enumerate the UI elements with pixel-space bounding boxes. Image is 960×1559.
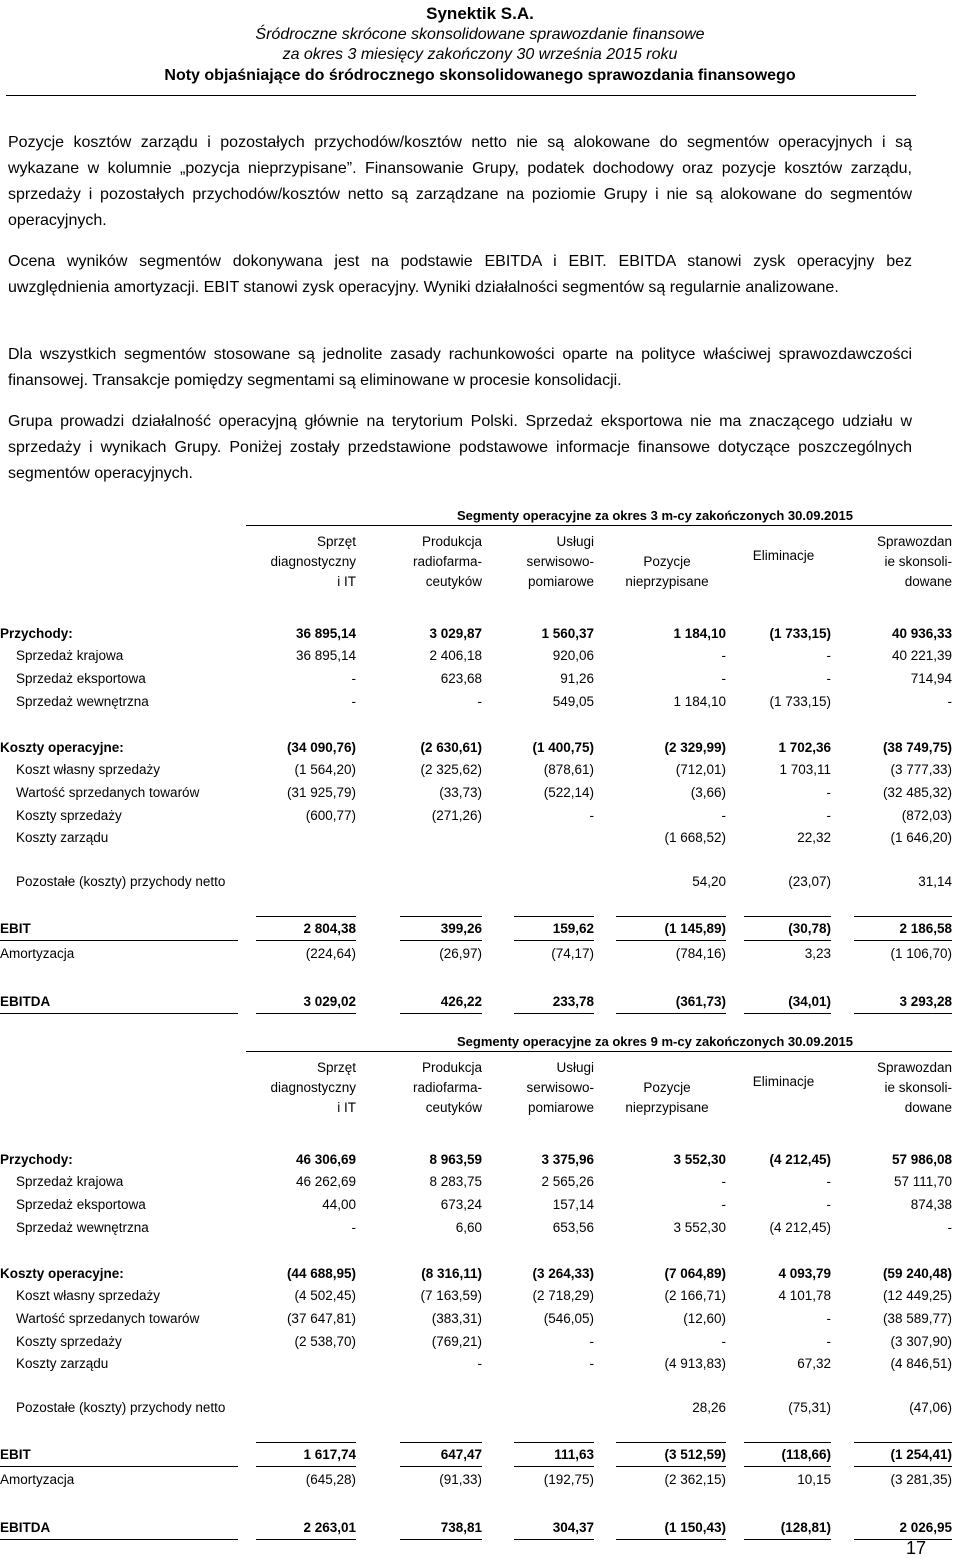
row-underline bbox=[400, 940, 482, 941]
column-header-line: Sprawozdan bbox=[876, 1060, 952, 1075]
row-label: Amortyzacja bbox=[0, 1472, 75, 1487]
column-header-line: ie skonsoli- bbox=[884, 554, 952, 569]
row-value: (3 512,59) bbox=[664, 1447, 726, 1462]
row-label: Sprzedaż krajowa bbox=[16, 1174, 124, 1189]
row-value: - bbox=[826, 648, 831, 663]
row-value: (522,14) bbox=[543, 785, 594, 800]
row-value: 3,23 bbox=[804, 946, 831, 961]
row-underline bbox=[256, 916, 356, 917]
row-underline bbox=[514, 916, 594, 917]
row-value: (1 400,75) bbox=[532, 740, 594, 755]
table-row bbox=[0, 760, 960, 780]
row-value: (37 647,81) bbox=[286, 1311, 356, 1326]
row-value: 8 283,75 bbox=[429, 1174, 482, 1189]
column-header-line: dowane bbox=[904, 574, 952, 589]
row-value: (1 150,43) bbox=[664, 1520, 726, 1535]
table-row bbox=[0, 944, 960, 964]
row-underline bbox=[854, 916, 952, 917]
row-underline bbox=[400, 1466, 482, 1467]
row-value: 1 617,74 bbox=[303, 1447, 356, 1462]
row-value: 1 184,10 bbox=[673, 694, 726, 709]
row-value: - bbox=[351, 1220, 356, 1235]
row-value: (784,16) bbox=[675, 946, 726, 961]
row-value: (2 325,62) bbox=[420, 762, 482, 777]
column-header bbox=[608, 552, 726, 592]
row-value: (7 064,89) bbox=[664, 1266, 726, 1281]
row-value: 2 565,26 bbox=[541, 1174, 594, 1189]
table-row bbox=[0, 692, 960, 712]
row-label: Sprzedaż eksportowa bbox=[16, 671, 146, 686]
table-row bbox=[0, 828, 960, 848]
row-label: EBITDA bbox=[0, 1520, 51, 1535]
row-underline bbox=[616, 1013, 726, 1014]
table-row bbox=[0, 1195, 960, 1215]
row-underline bbox=[854, 1442, 952, 1443]
row-value: 2 263,01 bbox=[303, 1520, 356, 1535]
row-value: (2 166,71) bbox=[664, 1288, 726, 1303]
header-divider bbox=[6, 95, 916, 96]
column-header bbox=[846, 532, 952, 592]
row-value: (33,73) bbox=[439, 785, 482, 800]
row-underline bbox=[854, 1466, 952, 1467]
row-label: Pozostałe (koszty) przychody netto bbox=[16, 1400, 226, 1415]
row-underline bbox=[744, 1013, 831, 1014]
column-header-line: Sprzęt bbox=[316, 1060, 356, 1075]
row-value: - bbox=[721, 671, 726, 686]
table-row bbox=[0, 1218, 960, 1238]
row-value: (3 281,35) bbox=[890, 1472, 952, 1487]
row-label: Koszty zarządu bbox=[16, 830, 109, 845]
row-underline bbox=[854, 1539, 952, 1540]
segment-title-underline bbox=[246, 525, 952, 526]
column-header-line: radiofarma- bbox=[412, 1080, 482, 1095]
row-value: 36 895,14 bbox=[295, 648, 356, 663]
segment-title-underline bbox=[246, 1051, 952, 1052]
row-value: (7 163,59) bbox=[420, 1288, 482, 1303]
row-label: Przychody: bbox=[0, 1152, 73, 1167]
row-value: - bbox=[826, 671, 831, 686]
row-value: - bbox=[826, 1311, 831, 1326]
column-header bbox=[736, 546, 831, 566]
column-header-line: diagnostyczny bbox=[270, 1080, 356, 1095]
row-value: (91,33) bbox=[439, 1472, 482, 1487]
column-header-line: i IT bbox=[337, 1100, 356, 1115]
row-value: - bbox=[826, 785, 831, 800]
row-value: 111,63 bbox=[554, 1447, 594, 1462]
row-value: 1 560,37 bbox=[541, 626, 594, 641]
table-row bbox=[0, 992, 960, 1012]
row-value: 3 375,96 bbox=[541, 1152, 594, 1167]
column-header-line: Usługi bbox=[556, 534, 594, 549]
table-row bbox=[0, 872, 960, 892]
row-value: - bbox=[477, 1356, 482, 1371]
row-value: (12,60) bbox=[683, 1311, 726, 1326]
row-label: Koszty sprzedaży bbox=[16, 808, 122, 823]
row-value: 426,22 bbox=[440, 994, 482, 1009]
column-header-line: Sprawozdan bbox=[876, 534, 952, 549]
table-row bbox=[0, 1309, 960, 1329]
row-value: 3 552,30 bbox=[673, 1220, 726, 1235]
column-header-line: Eliminacje bbox=[752, 1074, 815, 1089]
row-value: 91,26 bbox=[560, 671, 594, 686]
row-value: - bbox=[826, 808, 831, 823]
row-value: (3,66) bbox=[690, 785, 726, 800]
row-underline bbox=[616, 1539, 726, 1540]
row-value: 647,47 bbox=[440, 1447, 482, 1462]
table-row bbox=[0, 806, 960, 826]
segment-table-title: Segmenty operacyjne za okres 3 m-cy zakończonych 30.09.2015 bbox=[457, 508, 853, 523]
row-value: 4 093,79 bbox=[778, 1266, 831, 1281]
row-value: (546,05) bbox=[543, 1311, 594, 1326]
column-header-line: Pozycje bbox=[643, 554, 691, 569]
row-value: (1 733,15) bbox=[769, 626, 831, 641]
row-value: 1 184,10 bbox=[673, 626, 726, 641]
row-value: 2 026,95 bbox=[899, 1520, 952, 1535]
row-value: - bbox=[477, 694, 482, 709]
row-label: Sprzedaż eksportowa bbox=[16, 1197, 146, 1212]
row-label: Koszty sprzedaży bbox=[16, 1334, 122, 1349]
row-underline bbox=[854, 1013, 952, 1014]
table-row bbox=[0, 1445, 960, 1465]
column-header-line: radiofarma- bbox=[412, 554, 482, 569]
table-row bbox=[0, 624, 960, 644]
column-header bbox=[608, 1078, 726, 1118]
table-row bbox=[0, 1150, 960, 1170]
column-header-line: Usługi bbox=[556, 1060, 594, 1075]
row-label: Koszt własny sprzedaży bbox=[16, 1288, 161, 1303]
table-row bbox=[0, 783, 960, 803]
row-value: 2 804,38 bbox=[303, 921, 356, 936]
row-value: (769,21) bbox=[431, 1334, 482, 1349]
row-value: (1 733,15) bbox=[769, 694, 831, 709]
row-underline bbox=[616, 940, 726, 941]
row-label: Pozostałe (koszty) przychody netto bbox=[16, 874, 226, 889]
row-label: Sprzedaż wewnętrzna bbox=[16, 694, 149, 709]
row-value: 714,94 bbox=[910, 671, 952, 686]
row-value: - bbox=[826, 1197, 831, 1212]
row-value: (8 316,11) bbox=[421, 1266, 482, 1281]
column-header bbox=[846, 1058, 952, 1118]
row-underline bbox=[744, 1539, 831, 1540]
row-underline bbox=[744, 1442, 831, 1443]
row-value: 874,38 bbox=[910, 1197, 952, 1212]
row-value: (4 212,45) bbox=[769, 1220, 831, 1235]
row-value: 1 702,36 bbox=[778, 740, 831, 755]
row-underline bbox=[256, 1013, 356, 1014]
row-underline bbox=[744, 1466, 831, 1467]
row-underline bbox=[854, 940, 952, 941]
row-value: (192,75) bbox=[543, 1472, 594, 1487]
row-label: Koszt własny sprzedaży bbox=[16, 762, 161, 777]
column-header bbox=[736, 1072, 831, 1092]
column-header bbox=[392, 532, 482, 592]
row-label: Koszty operacyjne: bbox=[0, 1266, 124, 1281]
row-value: 31,14 bbox=[918, 874, 952, 889]
row-value: 46 262,69 bbox=[295, 1174, 356, 1189]
row-value: - bbox=[721, 808, 726, 823]
row-label: EBIT bbox=[0, 1447, 31, 1462]
row-value: (712,01) bbox=[675, 762, 726, 777]
column-header-line: dowane bbox=[904, 1100, 952, 1115]
row-underline bbox=[514, 940, 594, 941]
row-value: 1 703,11 bbox=[779, 762, 831, 777]
row-value: 67,32 bbox=[797, 1356, 831, 1371]
row-value: 157,14 bbox=[552, 1197, 594, 1212]
row-value: (23,07) bbox=[788, 874, 831, 889]
row-value: 920,06 bbox=[552, 648, 594, 663]
row-underline bbox=[400, 1539, 482, 1540]
row-value: 28,26 bbox=[692, 1400, 726, 1415]
table-row bbox=[0, 1286, 960, 1306]
row-value: (878,61) bbox=[543, 762, 594, 777]
row-value: 399,26 bbox=[440, 921, 482, 936]
report-period: za okres 3 miesięcy zakończony 30 września 2015 roku bbox=[282, 46, 678, 63]
column-header-line: Pozycje bbox=[643, 1080, 691, 1095]
table-row bbox=[0, 1172, 960, 1192]
row-value: (1 145,89) bbox=[664, 921, 726, 936]
row-underline bbox=[0, 940, 238, 941]
row-underline bbox=[0, 1466, 238, 1467]
row-label: EBITDA bbox=[0, 994, 51, 1009]
row-value: 2 186,58 bbox=[899, 921, 952, 936]
page-header bbox=[0, 4, 960, 86]
report-title: Śródroczne skrócone skonsolidowane sprawozdanie finansowe bbox=[255, 25, 705, 43]
row-value: 673,24 bbox=[440, 1197, 482, 1212]
row-value: (383,31) bbox=[431, 1311, 482, 1326]
row-value: - bbox=[351, 694, 356, 709]
row-value: (34,01) bbox=[788, 994, 831, 1009]
row-label: Sprzedaż krajowa bbox=[16, 648, 124, 663]
row-value: 3 293,28 bbox=[899, 994, 952, 1009]
table-row bbox=[0, 919, 960, 939]
column-header bbox=[248, 1058, 356, 1118]
row-value: (4 212,45) bbox=[769, 1152, 831, 1167]
column-header bbox=[392, 1058, 482, 1118]
row-underline bbox=[256, 1466, 356, 1467]
notes-title: Noty objaśniające do śródrocznego skonsolidowanego sprawozdania finansowego bbox=[164, 66, 796, 84]
row-underline bbox=[256, 940, 356, 941]
row-value: (2 538,70) bbox=[294, 1334, 356, 1349]
row-value: (128,81) bbox=[780, 1520, 831, 1535]
row-value: (1 646,20) bbox=[890, 830, 952, 845]
row-value: 2 406,18 bbox=[429, 648, 482, 663]
row-value: - bbox=[721, 1174, 726, 1189]
table-row bbox=[0, 1264, 960, 1284]
row-label: Amortyzacja bbox=[0, 946, 75, 961]
row-label: Wartość sprzedanych towarów bbox=[16, 785, 200, 800]
row-value: (3 307,90) bbox=[890, 1334, 952, 1349]
row-value: (2 329,99) bbox=[664, 740, 726, 755]
row-label: Przychody: bbox=[0, 626, 73, 641]
row-value: 3 029,02 bbox=[303, 994, 356, 1009]
column-header-line: ceutyków bbox=[425, 1100, 482, 1115]
column-header-line: nieprzypisane bbox=[625, 1100, 709, 1115]
row-value: 233,78 bbox=[552, 994, 594, 1009]
row-value: (2 718,29) bbox=[532, 1288, 594, 1303]
table-row bbox=[0, 646, 960, 666]
row-value: - bbox=[947, 694, 952, 709]
row-value: 57 986,08 bbox=[891, 1152, 952, 1167]
row-value: (3 264,33) bbox=[532, 1266, 594, 1281]
paragraph-accounting: Dla wszystkich segmentów stosowane są jednolite zasady rachunkowości oparte na polityce właściwej sprawozdawczości finansowej. Transakcje pomiędzy segmentami są eliminowane w procesie konsolidacji. bbox=[8, 346, 912, 389]
row-value: - bbox=[721, 1334, 726, 1349]
row-value: 3 029,87 bbox=[429, 626, 482, 641]
row-value: 54,20 bbox=[692, 874, 726, 889]
row-value: (1 254,41) bbox=[890, 1447, 952, 1462]
column-header-line: ceutyków bbox=[425, 574, 482, 589]
row-value: 3 552,30 bbox=[673, 1152, 726, 1167]
column-header-line: Produkcja bbox=[421, 534, 482, 549]
row-value: 57 111,70 bbox=[893, 1174, 952, 1189]
row-value: (1 668,52) bbox=[664, 830, 726, 845]
row-value: 549,05 bbox=[552, 694, 594, 709]
row-value: (361,73) bbox=[675, 994, 726, 1009]
row-value: (74,17) bbox=[551, 946, 594, 961]
row-value: 46 306,69 bbox=[295, 1152, 356, 1167]
table-row bbox=[0, 1332, 960, 1352]
row-value: - bbox=[589, 1356, 594, 1371]
row-underline bbox=[514, 1442, 594, 1443]
column-header-line: pomiarowe bbox=[527, 574, 594, 589]
row-value: (32 485,32) bbox=[882, 785, 952, 800]
table-row bbox=[0, 1470, 960, 1490]
column-header-line: i IT bbox=[337, 574, 356, 589]
row-underline bbox=[514, 1466, 594, 1467]
row-value: (4 846,51) bbox=[890, 1356, 952, 1371]
row-value: 22,32 bbox=[797, 830, 831, 845]
paragraph-cost-allocation: Pozycje kosztów zarządu i pozostałych przychodów/kosztów netto nie są alokowane do segmentów operacyjnych i są wykazane w kolumnie „pozycja nieprzypisane”. Finansowanie Grupy, podatek dochodowy oraz pozycje kosztów zarządu, sprzedaży i pozostałych przychodów/kosztów netto są zarządzane na poziomie Grupy i nie są alokowane do segmentów operacyjnych. bbox=[8, 134, 912, 229]
table-row bbox=[0, 1398, 960, 1418]
row-value: (59 240,48) bbox=[882, 1266, 952, 1281]
row-value: - bbox=[351, 671, 356, 686]
column-header-line: diagnostyczny bbox=[270, 554, 356, 569]
row-value: 653,56 bbox=[552, 1220, 594, 1235]
row-value: (31 925,79) bbox=[286, 785, 356, 800]
row-underline bbox=[256, 1539, 356, 1540]
column-header-line: serwisowo- bbox=[526, 1080, 594, 1095]
row-value: - bbox=[589, 808, 594, 823]
row-value: - bbox=[589, 1334, 594, 1349]
row-label: Wartość sprzedanych towarów bbox=[16, 1311, 200, 1326]
row-value: 36 895,14 bbox=[295, 626, 356, 641]
row-value: (1 564,20) bbox=[294, 762, 356, 777]
table-row bbox=[0, 669, 960, 689]
row-underline bbox=[400, 1442, 482, 1443]
row-value: - bbox=[721, 648, 726, 663]
row-label: Koszty operacyjne: bbox=[0, 740, 124, 755]
row-underline bbox=[616, 916, 726, 917]
row-underline bbox=[514, 1539, 594, 1540]
table-row bbox=[0, 1354, 960, 1374]
row-value: (118,66) bbox=[781, 1447, 831, 1462]
row-value: 6,60 bbox=[455, 1220, 482, 1235]
row-underline bbox=[514, 1013, 594, 1014]
row-value: 304,37 bbox=[552, 1520, 594, 1535]
row-value: 159,62 bbox=[552, 921, 594, 936]
row-value: (75,31) bbox=[788, 1400, 831, 1415]
row-value: 10,15 bbox=[797, 1472, 831, 1487]
row-value: (872,03) bbox=[901, 808, 952, 823]
row-value: 4 101,78 bbox=[778, 1288, 831, 1303]
row-label: Sprzedaż wewnętrzna bbox=[16, 1220, 149, 1235]
row-value: 44,00 bbox=[322, 1197, 356, 1212]
row-value: 738,81 bbox=[440, 1520, 482, 1535]
row-value: 623,68 bbox=[440, 671, 482, 686]
column-header-line: Eliminacje bbox=[752, 548, 815, 563]
row-value: (2 630,61) bbox=[420, 740, 482, 755]
row-value: - bbox=[947, 1220, 952, 1235]
row-value: (12 449,25) bbox=[882, 1288, 952, 1303]
row-value: (4 913,83) bbox=[664, 1356, 726, 1371]
column-header-line: serwisowo- bbox=[526, 554, 594, 569]
row-value: (38 749,75) bbox=[882, 740, 952, 755]
table-row bbox=[0, 1518, 960, 1538]
row-value: - bbox=[826, 1334, 831, 1349]
row-value: 40 936,33 bbox=[891, 626, 952, 641]
company-name: Synektik S.A. bbox=[426, 4, 534, 23]
row-underline bbox=[256, 1442, 356, 1443]
row-value: (44 688,95) bbox=[286, 1266, 356, 1281]
column-header bbox=[506, 1058, 594, 1118]
column-header-line: ie skonsoli- bbox=[884, 1080, 952, 1095]
row-label: Koszty zarządu bbox=[16, 1356, 109, 1371]
table-row bbox=[0, 738, 960, 758]
row-value: (34 090,76) bbox=[286, 740, 356, 755]
page-number: 17 bbox=[905, 1538, 926, 1558]
column-header-line: Produkcja bbox=[421, 1060, 482, 1075]
column-header-line: pomiarowe bbox=[527, 1100, 594, 1115]
segment-table-title: Segmenty operacyjne za okres 9 m-cy zakończonych 30.09.2015 bbox=[457, 1034, 853, 1049]
row-value: (38 589,77) bbox=[882, 1311, 952, 1326]
row-value: (30,78) bbox=[788, 921, 831, 936]
row-underline bbox=[744, 916, 831, 917]
row-underline bbox=[400, 1013, 482, 1014]
paragraph-ebitda: Ocena wyników segmentów dokonywana jest na podstawie EBITDA i EBIT. EBITDA stanowi zysk operacyjny bez uwzględnienia amortyzacji. EBIT stanowi zysk operacyjny. Wyniki działalności segmentów są regularnie analizowane. bbox=[8, 253, 912, 296]
row-underline bbox=[616, 1442, 726, 1443]
row-underline bbox=[0, 1539, 238, 1540]
row-value: - bbox=[826, 1174, 831, 1189]
row-value: (271,26) bbox=[431, 808, 482, 823]
row-value: (2 362,15) bbox=[664, 1472, 726, 1487]
row-value: (645,28) bbox=[305, 1472, 356, 1487]
row-value: (3 777,33) bbox=[890, 762, 952, 777]
paragraph-geography: Grupa prowadzi działalność operacyjną głównie na terytorium Polski. Sprzedaż eksportowa nie ma znaczącego udziału w sprzedaży i wynikach Grupy. Poniżej zostały przedstawione podstawowe informacje finansowe dotyczące poszczególnych segmentów operacyjnych. bbox=[8, 413, 912, 482]
row-label: EBIT bbox=[0, 921, 31, 936]
row-underline bbox=[400, 916, 482, 917]
row-value: 40 221,39 bbox=[891, 648, 952, 663]
row-value: (4 502,45) bbox=[294, 1288, 356, 1303]
column-header bbox=[248, 532, 356, 592]
row-underline bbox=[744, 940, 831, 941]
row-underline bbox=[0, 1013, 238, 1014]
row-value: (224,64) bbox=[305, 946, 356, 961]
row-value: (1 106,70) bbox=[890, 946, 952, 961]
row-value: (26,97) bbox=[439, 946, 482, 961]
row-value: (600,77) bbox=[305, 808, 356, 823]
row-underline bbox=[616, 1466, 726, 1467]
column-header-line: Sprzęt bbox=[316, 534, 356, 549]
column-header bbox=[506, 532, 594, 592]
row-value: - bbox=[721, 1197, 726, 1212]
row-value: 8 963,59 bbox=[429, 1152, 482, 1167]
row-value: (47,06) bbox=[909, 1400, 952, 1415]
column-header-line: nieprzypisane bbox=[625, 574, 709, 589]
